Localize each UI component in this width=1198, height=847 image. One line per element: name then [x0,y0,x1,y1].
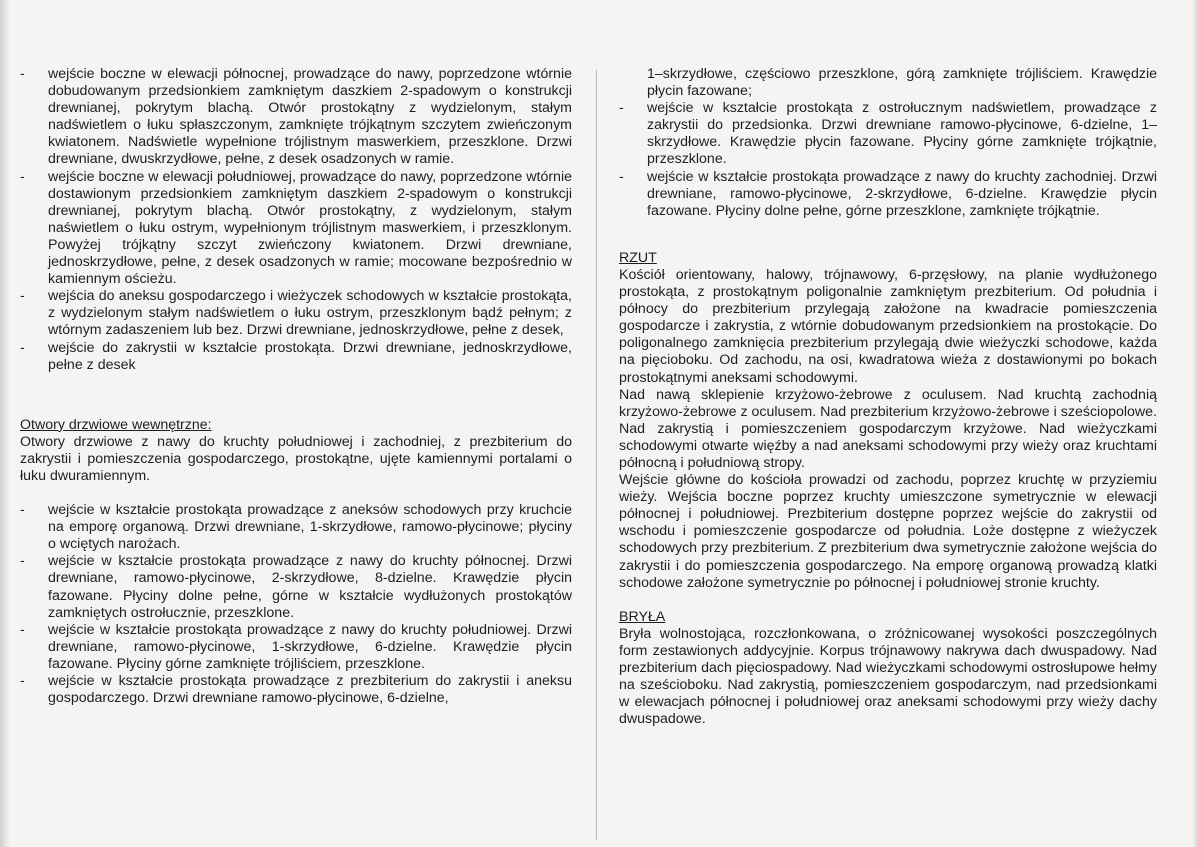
list-item [20,169,572,289]
list-dash: - [20,502,25,519]
list-item [20,673,572,707]
list-item-text: wejścia do aneksu gospodarczego i wieżyczek schodowych w kształcie prostokąta, z wydzielonym stałym nadświetlem o łuku ostrym, przeszklonym bądź pełnym; z wtórnym zadaszeniem lub bez. Drzwi drewniane, jednoskrzydłowe, pełne z desek, [48,288,572,339]
list-item-text: wejście w kształcie prostokąta z ostrołucznym nadświetlem, prowadzące z zakrystii do przedsionka. Drzwi drewniane ramowo-płycinowe, 6-dzielne, 1–skrzydłowe. Krawędzie płycin fazowane. Płyciny górne zamknięte trójkątnie, przeszklone. [647,100,1157,168]
list-item [619,100,1157,168]
list-item-text: wejście w kształcie prostokąta prowadzące z nawy do kruchty zachodniej. Drzwi drewniane, ramowo-płycinowe, 2-skrzydłowe, 6-dzielne. Krawędzie płycin fazowane. Płyciny dolne pełne, górne przeszklone, zamknięte trójkątnie. [647,168,1157,219]
section-heading-bryla: BRYŁA [619,608,666,625]
list-item [20,288,572,339]
list-item-text: wejście w kształcie prostokąta prowadzące z nawy do kruchty północnej. Drzwi drewniane, ramowo-płycinowe, 2-skrzydłowe, 8-dzielne. Krawędzie płycin fazowane. Płyciny dolne pełne, górne w kształcie wydłużonych prostokątów zamkniętych ostrołucznie, przeszklone. [48,553,572,621]
rzut-paragraph-3: Wejście główne do kościoła prowadzi od zachodu, poprzez kruchtę w przyziemiu wieży. Wejścia boczne poprzez kruchty umieszczone symetrycznie w elewacji północnej i południowej. Prezbiterium dostępne poprzez wejście do zakrystii od wschodu i pomieszczenie gospodarcze od południa. Loże dostępne z wieżyczek schodowych przy prezbiterium. Z prezbiterium dwa symetrycznie założone wejścia do zakrystii i do pomieszczenia gospodarczego. Na emporę organową prowadzą klatki schodowe założone symetrycznie po północnej i południowej stronie kruchty. [619,472,1157,591]
list-dash: - [20,553,25,570]
right-column [619,66,1157,728]
section-heading-rzut: RZUT [619,249,657,266]
list-item-text: wejście w kształcie prostokąta prowadzące z prezbiterium do zakrystii i aneksu gospodarczego. Drzwi drewniane ramowo-płycinowe, 6-dzielne, [48,673,572,707]
list-item [619,169,1157,220]
list-dash: - [20,339,25,356]
page-shadow-left [0,0,10,847]
list-item [20,622,572,673]
list-item-text: wejście boczne w elewacji południowej, prowadzące do nawy, poprzedzone wtórnie dostawionym przedsionkiem zamkniętym daszkiem 2-spadowym o konstrukcji drewnianej, pokrytym blachą. Otwór prostokątny, z wydzielonym, stałym naświetlem o łuku ostrym, wypełnionym trójlistnym maswerkiem, i przeszklonym. Powyżej trójkątny szczyt zwieńczony kwiatonem. Drzwi drewniane, jednoskrzydłowe, pełne, z desek osadzonych w ramie; mocowane bezpośrednio w kamiennym ościeżu. [48,168,572,288]
list-item-text: wejście do zakrystii w kształcie prostokąta. Drzwi drewniane, jednoskrzydłowe, pełne z desek [48,339,572,373]
rzut-paragraph-1: Kościół orientowany, halowy, trójnawowy, 6-przęsłowy, na planie wydłużonego prostokąta, z prostokątnym poligonalnie zamkniętym prezbiterium. Od południa i północy do prezbiterium przylegają założone na kwadracie pomieszczenia gospodarcze i zakrystia, z wtórnie dobudowanym przedsionkiem na prostokącie. Do poligonalnego zamknięcia prezbiterium przylegają dwie wieżyczki schodowe, każda na pięcioboku. Od zachodu, na osi, kwadratowa wieża z dostawionymi po bokach prostokątnymi aneksami schodowymi. [619,266,1157,386]
bryla-paragraph-1: Bryła wolnostojąca, rozczłonkowana, o zróżnicowanej wysokości poszczególnych form zestawionych addycyjnie. Korpus trójnawowy nakrywa dach dwuspadowy. Nad prezbiterium dach pięciospadowy. Nad wieżyczkami schodowymi ostrosłupowe hełmy na sześcioboku. Nad zakrystią, pomieszczeniem gospodarczym, nad przedsionkami w elewacjach północnej i południowej oraz aneksami schodowymi przy wieży dachy dwuspadowe. [619,625,1157,728]
page-shadow-right [1192,0,1198,847]
list-dash: - [20,288,25,305]
section-heading-internal-doors: Otwory drzwiowe wewnętrzne: [20,416,212,433]
list-dash: - [20,673,25,689]
list-dash: - [619,100,624,117]
list-dash: - [619,168,624,185]
list-item [20,502,572,553]
list-dash: - [20,621,25,638]
list-item-text: wejście w kształcie prostokąta prowadzące z aneksów schodowych przy kruchcie na emporę organową. Drzwi drewniane, 1-skrzydłowe, ramowo-płycinowe; płyciny o wciętych narożach. [48,502,572,553]
list-dash: - [20,66,25,82]
rzut-paragraph-2: Nad nawą sklepienie krzyżowo-żebrowe z oculusem. Nad kruchtą zachodnią krzyżowo-żebrowe z oculusem. Nad prezbiterium krzyżowo-żebrowe i sześciopolowe. Nad zakrystią i pomieszczeniem gospodarczym krzyżowe. Nad wieżyczkami schodowymi otwarte więźby a nad aneksami schodowymi przy wieży oraz kruchtami północną i południową stropy. [619,386,1157,471]
list-item-text: wejście boczne w elewacji północnej, prowadzące do nawy, poprzedzone wtórnie dobudowanym przedsionkiem zamkniętym daszkiem 2-spadowym o konstrukcji drewnianej, pokrytym blachą. Otwór prostokątny z wydzielonym, stałym nadświetlem o łuku spłaszczonym, zamknięte trójkątnym szczytem zwieńczonym kwiatonem. Nadświetle wypełnione trójlistnym maswerkiem, przeszklone. Drzwi drewniane, dwuskrzydłowe, pełne, z desek osadzonych w ramie. [48,66,572,168]
list-item [20,66,572,169]
list-item-text: wejście w kształcie prostokąta prowadzące z nawy do kruchty południowej. Drzwi drewniane, ramowo-płycinowe, 1-skrzydłowe, 6-dzielne. Krawędzie płycin fazowane. Płyciny górne zamknięte trójliściem, przeszklone. [48,621,572,672]
column-divider [596,70,597,840]
list-item [20,553,572,621]
list-dash: - [20,168,25,185]
section-intro: Otwory drzwiowe z nawy do kruchty południowej i zachodniej, z prezbiterium do zakrystii i pomieszczenia gospodarczego, prostokątne, ujęte kamiennymi portalami o łuku dwuramiennym. [20,433,572,484]
continued-text: 1–skrzydłowe, częściowo przeszklone, górą zamknięte trójliściem. Krawędzie płycin fazowane; [647,66,1157,100]
left-column [20,66,572,707]
list-item [20,340,572,374]
